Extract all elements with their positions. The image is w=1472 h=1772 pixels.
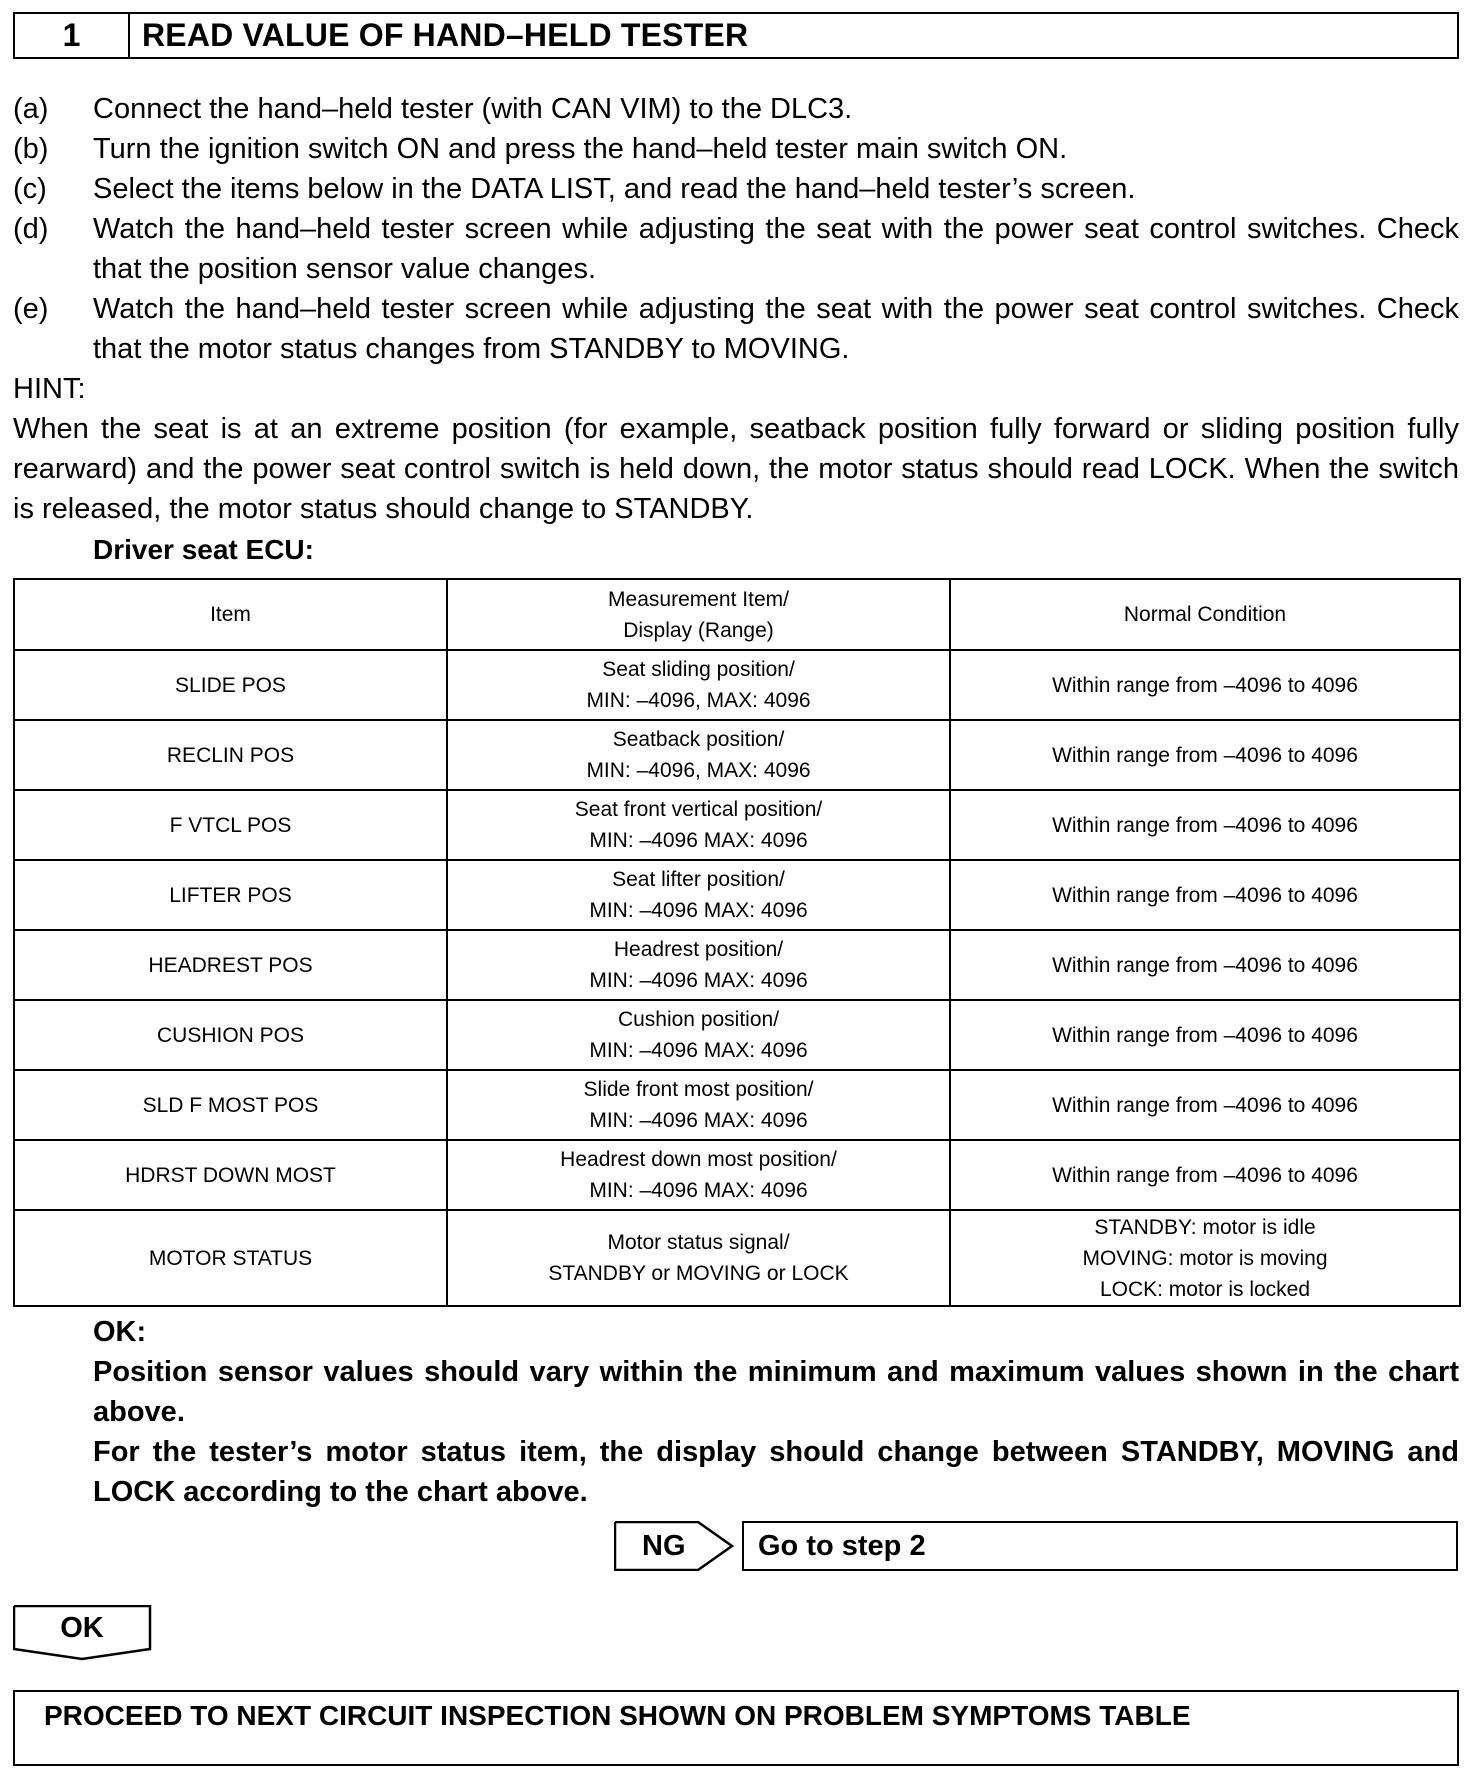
measurement-line: Headrest down most position/	[560, 1148, 837, 1171]
ok-criteria	[93, 1312, 1459, 1512]
measurement-cell	[447, 790, 950, 860]
data-list-table	[13, 578, 1461, 1307]
measurement-line: Seat sliding position/	[602, 658, 795, 681]
measurement-line: Seat front vertical position/	[574, 798, 823, 821]
measurement-line: Slide front most position/	[583, 1078, 814, 1101]
measurement-line: MIN: –4096 MAX: 4096	[589, 1109, 808, 1132]
table-row	[14, 930, 1460, 1000]
item-cell: CUSHION POS	[14, 1000, 447, 1070]
go-to-step-box: Go to step 2	[742, 1521, 1458, 1571]
item-cell: RECLIN POS	[14, 720, 447, 790]
step-text: Connect the hand–held tester (with CAN VIM) to the DLC3.	[93, 93, 853, 125]
table-row	[14, 720, 1460, 790]
measurement-line: MIN: –4096 MAX: 4096	[589, 1039, 808, 1062]
measurement-cell	[447, 930, 950, 1000]
item-cell: SLIDE POS	[14, 650, 447, 720]
procedure-step	[13, 169, 1459, 209]
step-label: (a)	[13, 93, 49, 125]
header-normal-condition: Normal Condition	[950, 579, 1460, 650]
normal-condition-line: MOVING: motor is moving	[1082, 1246, 1328, 1270]
item-cell: MOTOR STATUS	[14, 1210, 447, 1306]
table-row	[14, 790, 1460, 860]
table-row	[14, 1140, 1460, 1210]
step-label: (d)	[13, 213, 49, 245]
measurement-cell	[447, 860, 950, 930]
measurement-line: MIN: –4096 MAX: 4096	[589, 899, 808, 922]
normal-condition-cell: Within range from –4096 to 4096	[950, 930, 1460, 1000]
item-cell: LIFTER POS	[14, 860, 447, 930]
table-row-motor-status	[14, 1210, 1460, 1306]
item-cell: HDRST DOWN MOST	[14, 1140, 447, 1210]
item-cell: HEADREST POS	[14, 930, 447, 1000]
ng-label: NG	[642, 1530, 686, 1562]
measurement-line: Motor status signal/	[607, 1231, 790, 1254]
measurement-cell	[447, 1140, 950, 1210]
normal-condition-line: LOCK: motor is locked	[1099, 1277, 1311, 1301]
step-number: 1	[15, 14, 130, 57]
table-row	[14, 1000, 1460, 1070]
table-caption: Driver seat ECU:	[93, 534, 314, 565]
step-text: Turn the ignition switch ON and press the hand–held tester main switch ON.	[93, 133, 1068, 165]
normal-condition-cell: Within range from –4096 to 4096	[950, 1140, 1460, 1210]
normal-condition-line: STANDBY: motor is idle	[1094, 1215, 1316, 1239]
normal-condition-cell: Within range from –4096 to 4096	[950, 720, 1460, 790]
measurement-line: MIN: –4096, MAX: 4096	[586, 689, 811, 712]
step-text: Watch the hand–held tester screen while adjusting the seat with the power seat control switches. Check that the position sensor value changes.	[93, 213, 1459, 285]
step-label: (e)	[13, 293, 49, 325]
measurement-cell	[447, 720, 950, 790]
procedure-steps	[13, 89, 1459, 369]
normal-condition-cell: Within range from –4096 to 4096	[950, 860, 1460, 930]
header-item: Item	[14, 579, 447, 650]
measurement-line: MIN: –4096, MAX: 4096	[586, 759, 811, 782]
normal-condition-cell: Within range from –4096 to 4096	[950, 650, 1460, 720]
step-label: (c)	[13, 173, 47, 205]
normal-condition-cell: Within range from –4096 to 4096	[950, 1070, 1460, 1140]
step-text: Watch the hand–held tester screen while adjusting the seat with the power seat control switches. Check that the motor status changes from STANDBY to MOVING.	[93, 293, 1459, 365]
item-cell: SLD F MOST POS	[14, 1070, 447, 1140]
normal-condition-cell: Within range from –4096 to 4096	[950, 1000, 1460, 1070]
measurement-line: MIN: –4096 MAX: 4096	[589, 969, 808, 992]
procedure-step	[13, 89, 1459, 129]
header-measurement-line: Measurement Item/	[608, 587, 789, 611]
measurement-line: MIN: –4096 MAX: 4096	[589, 829, 808, 852]
ok-tab-label: OK	[60, 1612, 104, 1644]
step-text: Select the items below in the DATA LIST, and read the hand–held tester’s screen.	[93, 173, 1136, 205]
measurement-line: MIN: –4096 MAX: 4096	[589, 1179, 808, 1202]
ok-paragraph: Position sensor values should vary within the minimum and maximum values shown in the chart above.	[93, 1356, 1459, 1428]
normal-condition-cell	[950, 1210, 1460, 1306]
table-row	[14, 860, 1460, 930]
table-row	[14, 1070, 1460, 1140]
measurement-cell	[447, 650, 950, 720]
measurement-line: STANDBY or MOVING or LOCK	[548, 1262, 849, 1285]
hint-text: When the seat is at an extreme position (for example, seatback position fully forward or sliding position fully rearward) and the power seat control switch is held down, the motor status should read LOCK. When the switch is released, the motor status should change to STANDBY.	[13, 413, 1459, 525]
normal-condition-cell: Within range from –4096 to 4096	[950, 790, 1460, 860]
step-title: READ VALUE OF HAND–HELD TESTER	[142, 17, 749, 53]
item-cell: F VTCL POS	[14, 790, 447, 860]
table-header-row	[14, 579, 1460, 650]
step-header	[13, 12, 1459, 59]
ok-paragraph: For the tester’s motor status item, the display should change between STANDBY, MOVING and LOCK according to the chart above.	[93, 1436, 1459, 1508]
header-measurement	[447, 579, 950, 650]
measurement-line: Seatback position/	[612, 728, 785, 751]
measurement-line: Headrest position/	[613, 938, 784, 961]
measurement-line: Seat lifter position/	[612, 868, 785, 891]
procedure-step	[13, 129, 1459, 169]
procedure-step	[13, 209, 1459, 289]
measurement-cell	[447, 1070, 950, 1140]
procedure-step	[13, 289, 1459, 369]
ok-label: OK:	[93, 1316, 147, 1348]
header-measurement-line: Display (Range)	[623, 618, 774, 642]
ok-result-tab	[13, 1605, 151, 1657]
hint-label: HINT:	[13, 373, 86, 405]
proceed-box: PROCEED TO NEXT CIRCUIT INSPECTION SHOWN ON PROBLEM SYMPTOMS TABLE	[13, 1690, 1459, 1766]
table-row	[14, 650, 1460, 720]
measurement-line: Cushion position/	[617, 1008, 780, 1031]
measurement-cell	[447, 1210, 950, 1306]
step-label: (b)	[13, 133, 49, 165]
measurement-cell	[447, 1000, 950, 1070]
